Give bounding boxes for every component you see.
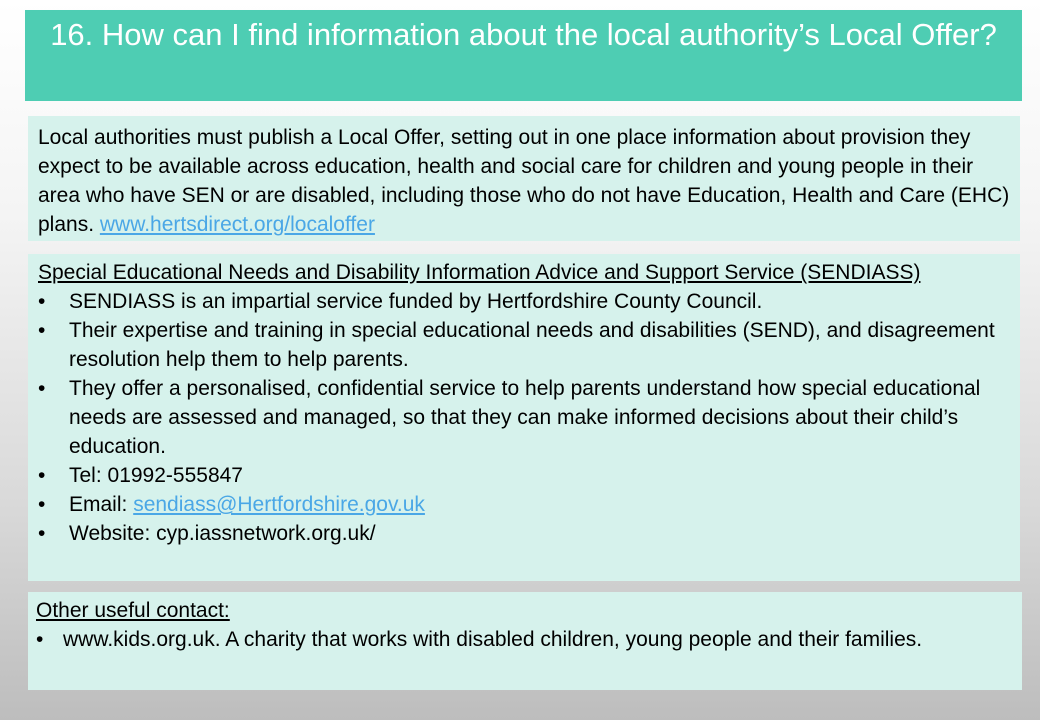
- list-item: [38, 374, 1010, 461]
- list-item-text: SENDIASS is an impartial service funded by Hertfordshire County Council.: [69, 290, 763, 313]
- other-contact-heading: Other useful contact:: [36, 599, 230, 622]
- list-item: [38, 287, 1010, 316]
- phone-text: Tel: 01992-555847: [69, 464, 243, 487]
- list-item-text: Their expertise and training in special educational needs and disabilities (SEND), and disagreement resolution help them to help parents.: [69, 319, 995, 371]
- list-item: [36, 625, 1014, 654]
- list-item-text: They offer a personalised, confidential service to help parents understand how special educational needs are assessed and managed, so that they can make informed decisions about their child’s education.: [69, 377, 981, 458]
- bullet-icon: •: [38, 377, 46, 400]
- sendiass-box: [28, 254, 1020, 581]
- local-offer-link[interactable]: www.hertsdirect.org/localoffer: [99, 213, 375, 236]
- bullet-icon: •: [36, 628, 44, 651]
- sendiass-heading: Special Educational Needs and Disability Information Advice and Support Service (SENDIASS): [38, 261, 921, 284]
- bullet-icon: •: [38, 464, 46, 487]
- list-item: [38, 461, 1010, 490]
- other-contact-box: [28, 592, 1022, 690]
- email-link[interactable]: sendiass@Hertfordshire.gov.uk: [133, 493, 425, 516]
- local-offer-text: Local authorities must publish a Local Offer, setting out in one place information about provision they expect to be available across education, health and social care for children and young people in their area who have SEN or are disabled, including those who do not have Education, Health and Care (EHC) plans.: [38, 126, 1010, 236]
- sendiass-list: [38, 287, 1010, 548]
- list-item: [38, 316, 1010, 374]
- bullet-icon: •: [38, 290, 46, 313]
- email-label: Email:: [69, 493, 134, 516]
- bullet-icon: •: [38, 493, 46, 516]
- list-item: [38, 490, 1010, 519]
- list-item-text: www.kids.org.uk. A charity that works with disabled children, young people and their families.: [63, 628, 923, 651]
- list-item: [38, 519, 1010, 548]
- website-text: Website: cyp.iassnetwork.org.uk/: [69, 522, 376, 545]
- page-title: 16. How can I find information about the local authority’s Local Offer?: [25, 10, 1022, 101]
- bullet-icon: •: [38, 319, 46, 342]
- other-contact-list: [36, 625, 1014, 654]
- local-offer-box: [28, 116, 1020, 241]
- bullet-icon: •: [38, 522, 46, 545]
